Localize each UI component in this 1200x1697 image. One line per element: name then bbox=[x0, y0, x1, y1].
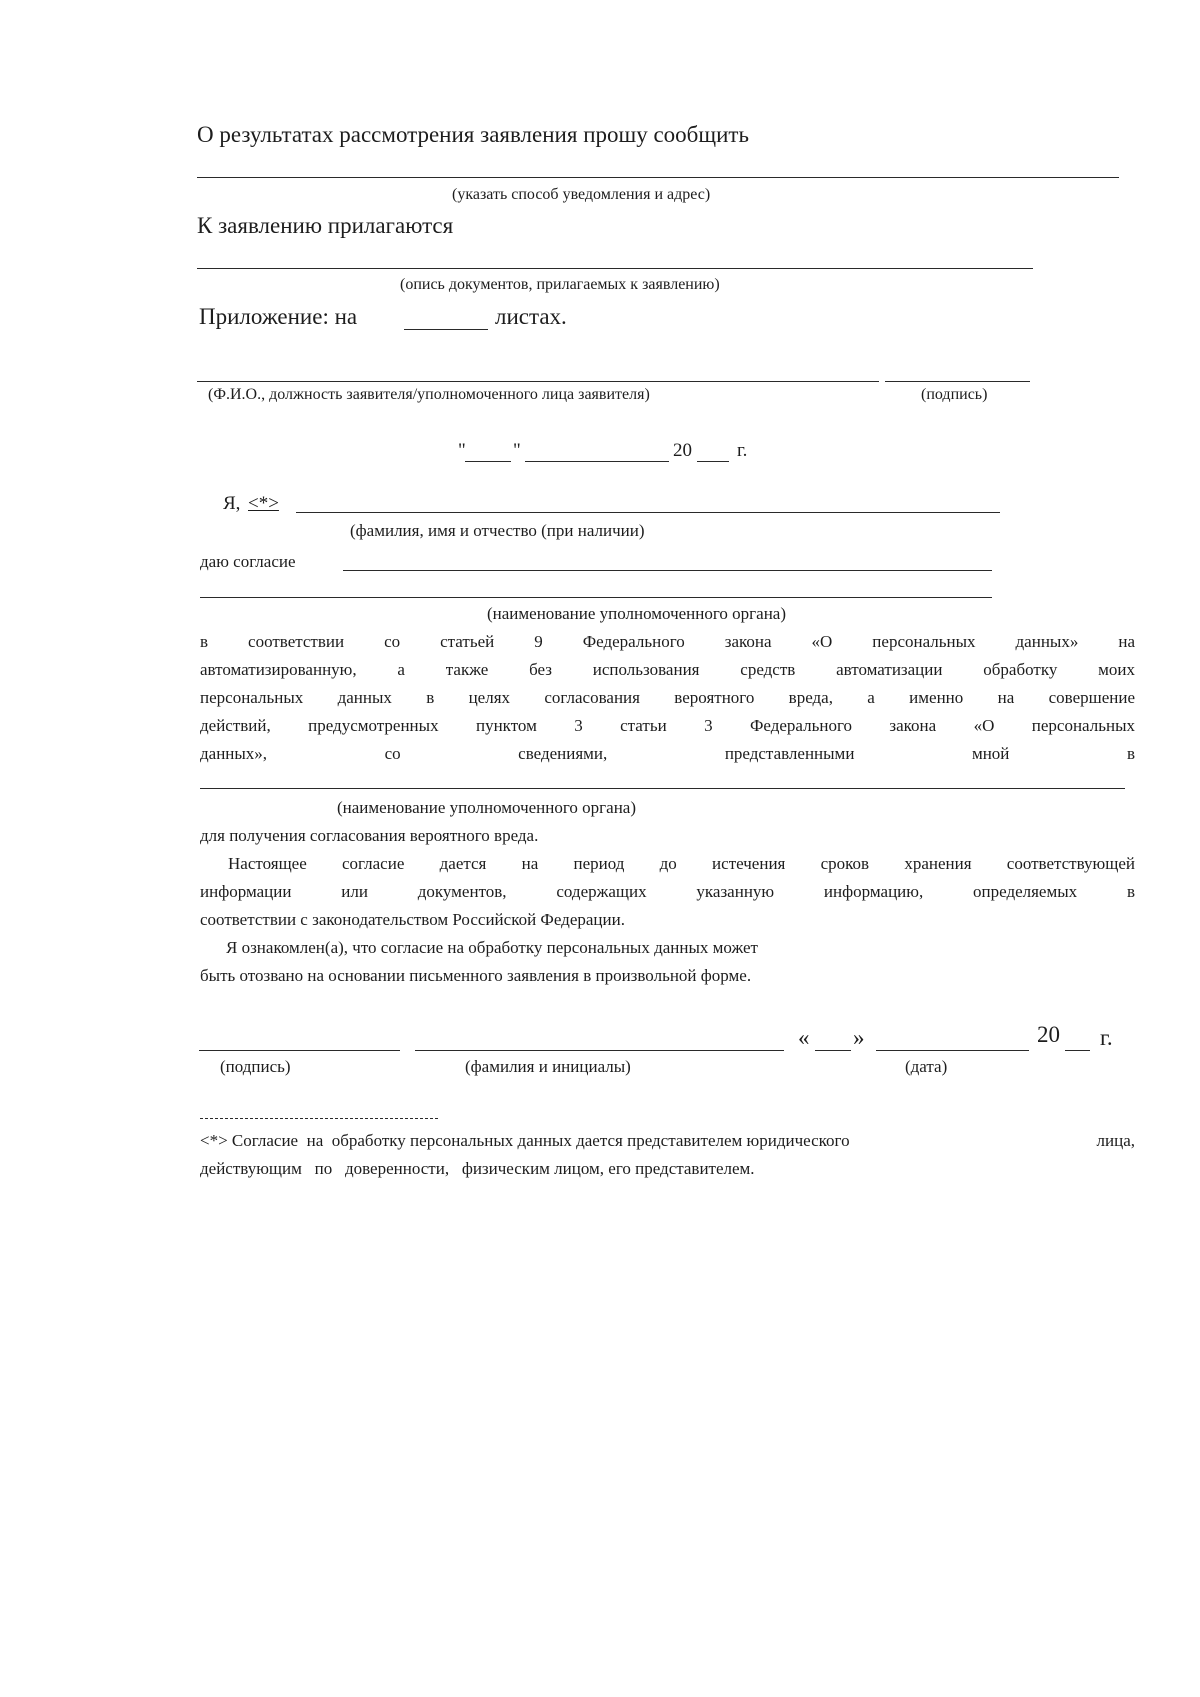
consent-name-hint: (фамилия, имя и отчество (при наличии) bbox=[350, 521, 645, 540]
date-month-line bbox=[525, 461, 669, 462]
applicant-fio-line bbox=[197, 381, 879, 382]
date-quote-open: " bbox=[458, 440, 466, 461]
appendix-prefix: Приложение: на bbox=[199, 304, 358, 329]
footnote-ref: <*> bbox=[248, 493, 279, 514]
para1-word: мной bbox=[971, 744, 1010, 763]
para3-line-1: Я ознакомлен(а), что согласие на обработку персональных данных может bbox=[226, 938, 758, 957]
para1-word: со bbox=[384, 744, 401, 763]
consent-authority-line3 bbox=[200, 788, 1125, 789]
applicant-fio-hint: (Ф.И.О., должность заявителя/уполномоченного лица заявителя) bbox=[208, 386, 650, 403]
para1-word: данных», bbox=[200, 744, 268, 763]
sign-date-month-line bbox=[876, 1050, 1029, 1051]
para1-line-4: действий, предусмотренных пунктом 3 статьи 3 Федерального закона «О персональных bbox=[200, 716, 1135, 735]
consent-authority-line2 bbox=[200, 597, 992, 598]
para1-line-3: персональных данных в целях согласования вероятного вреда, а именно на совершение bbox=[200, 688, 1135, 707]
sign-date-year: 20 bbox=[1037, 1022, 1060, 1047]
consent-initials-hint: (фамилия и инициалы) bbox=[465, 1057, 631, 1076]
sign-date-year-line bbox=[1065, 1050, 1090, 1051]
para1-word: сведениями, bbox=[518, 744, 608, 763]
consent-name-line bbox=[296, 512, 1000, 513]
date-year-prefix: 20 bbox=[673, 440, 692, 461]
consent-initials-line bbox=[415, 1050, 784, 1051]
date-year-line bbox=[697, 461, 729, 462]
appendix-suffix: листах. bbox=[495, 304, 567, 329]
sign-date-day-line bbox=[815, 1050, 851, 1051]
appendix-pages-line bbox=[404, 329, 488, 330]
give-consent-label: даю согласие bbox=[200, 552, 296, 571]
para1-word: в bbox=[1126, 744, 1135, 763]
sign-date-year-suffix: г. bbox=[1100, 1025, 1113, 1050]
sign-date-quote-open: « bbox=[798, 1025, 810, 1050]
para1-line-5 bbox=[200, 745, 1135, 762]
consent-signature-hint: (подпись) bbox=[220, 1057, 291, 1076]
footnote-line-2: действующим по доверенности, физическим лицом, его представителем. bbox=[200, 1159, 755, 1178]
footnote-text-end: лица, bbox=[1096, 1131, 1135, 1150]
consent-purpose: для получения согласования вероятного вреда. bbox=[200, 826, 539, 845]
applicant-signature-line bbox=[885, 381, 1030, 382]
results-request-text: О результатах рассмотрения заявления прошу сообщить bbox=[197, 122, 749, 147]
para1-line-1: в соответствии со статьей 9 Федерального закона «О персональных данных» на bbox=[200, 632, 1135, 651]
para2-line-2: информации или документов, содержащих указанную информацию, определяемых в bbox=[200, 882, 1135, 901]
applicant-signature-hint: (подпись) bbox=[921, 386, 988, 403]
date-day-line bbox=[465, 461, 511, 462]
footnote-separator bbox=[200, 1118, 438, 1119]
footnote-text: <*> Согласие на обработку персональных данных дается представителем юридического bbox=[200, 1131, 850, 1150]
consent-authority-hint: (наименование уполномоченного органа) bbox=[487, 604, 787, 623]
para1-line-2: автоматизированную, а также без использования средств автоматизации обработку моих bbox=[200, 660, 1135, 679]
sign-date-quote-close: » bbox=[853, 1025, 865, 1050]
para2-line-3: соответствии с законодательством Российской Федерации. bbox=[200, 910, 625, 929]
attached-docs-line bbox=[197, 268, 1033, 269]
para2-line-1: Настоящее согласие дается на период до истечения сроков хранения соответствующей bbox=[228, 854, 1135, 873]
consent-authority-line1 bbox=[343, 570, 992, 571]
consent-i-prefix: Я, bbox=[223, 493, 241, 514]
notify-method-hint: (указать способ уведомления и адрес) bbox=[452, 186, 711, 203]
consent-signature-line bbox=[199, 1050, 400, 1051]
date-quote-close: " bbox=[513, 440, 521, 461]
attached-label: К заявлению прилагаются bbox=[197, 213, 454, 238]
para3-line-2: быть отозвано на основании письменного заявления в произвольной форме. bbox=[200, 966, 752, 985]
consent-date-hint: (дата) bbox=[905, 1057, 948, 1076]
notify-method-line bbox=[197, 177, 1119, 178]
footnote-line-1 bbox=[200, 1132, 1135, 1149]
date-year-suffix: г. bbox=[737, 440, 748, 461]
para1-word: представленными bbox=[724, 744, 855, 763]
attached-docs-hint: (опись документов, прилагаемых к заявлению) bbox=[400, 276, 720, 293]
consent-authority-hint2: (наименование уполномоченного органа) bbox=[337, 798, 637, 817]
